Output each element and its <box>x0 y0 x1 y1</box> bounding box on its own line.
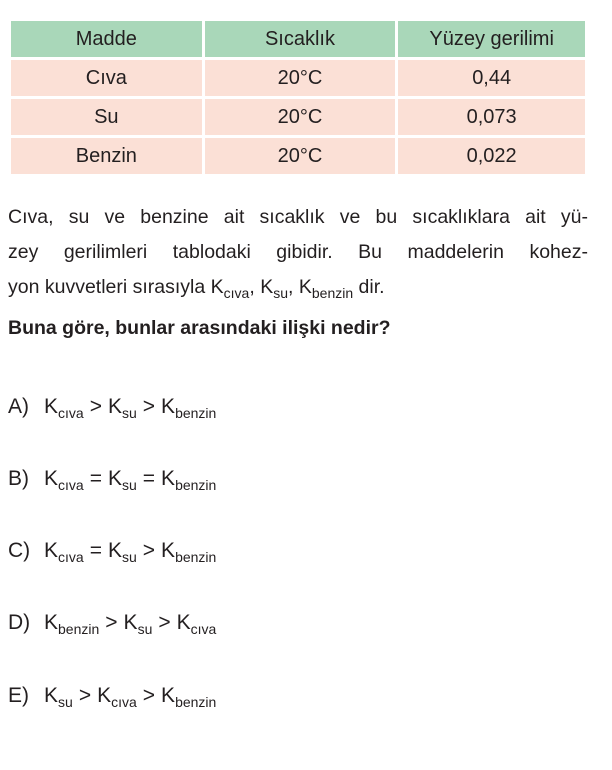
relation-sign: > <box>142 539 156 562</box>
question-text: Buna göre, bunlar arasındaki ilişki nedir? <box>8 317 391 339</box>
relation-sign: > <box>105 611 118 634</box>
relation-sign: = <box>142 467 156 490</box>
table-header-cell: Yüzey gerilimi <box>398 21 585 57</box>
k-subscript: cıva <box>58 549 84 565</box>
table-cell: Benzin <box>11 138 202 174</box>
stem-line: Cıva, su ve benzine ait sıcaklık ve bu sıcaklıklara ait yü- <box>8 206 588 228</box>
table-cell: 0,44 <box>398 60 585 96</box>
table-header-row <box>11 21 585 57</box>
k-symbol: K <box>44 539 59 562</box>
k-subscript: cıva <box>58 477 84 493</box>
k-subscript: su <box>121 477 137 493</box>
question-stem <box>8 200 588 305</box>
stem-text: dir. <box>353 276 385 298</box>
table-header-cell: Madde <box>11 21 202 57</box>
option-a[interactable] <box>8 393 216 421</box>
k-symbol: K <box>44 684 59 707</box>
data-table <box>8 18 588 177</box>
table-header-cell: Sıcaklık <box>205 21 396 57</box>
relation-sign: > <box>78 684 92 707</box>
k-subscript: cıva <box>58 405 84 421</box>
table-row <box>11 99 585 135</box>
k-symbol: K <box>44 467 59 490</box>
k-subscript: cıva <box>223 285 250 301</box>
stem-text: yon kuvvetleri sırasıyla <box>8 276 211 298</box>
k-subscript: benzin <box>58 621 100 637</box>
k-subscript: su <box>58 694 73 710</box>
k-symbol: K <box>298 276 312 298</box>
stem-line <box>8 270 588 305</box>
k-subscript: benzin <box>311 285 354 301</box>
k-subscript: benzin <box>175 549 217 565</box>
k-symbol: K <box>161 395 176 418</box>
relation-sign: = <box>89 467 102 490</box>
option-e[interactable] <box>8 682 216 710</box>
table-row <box>11 138 585 174</box>
k-subscript: su <box>273 285 289 301</box>
k-symbol: K <box>161 684 176 707</box>
relation-sign: > <box>142 684 156 707</box>
k-symbol: K <box>107 467 122 490</box>
option-b[interactable] <box>8 465 216 493</box>
k-subscript: cıva <box>111 694 137 710</box>
k-subscript: benzin <box>175 405 217 421</box>
table-cell: 20°C <box>205 138 396 174</box>
relation-sign: > <box>89 395 102 418</box>
k-symbol: K <box>107 539 122 562</box>
k-subscript: cıva <box>190 621 217 637</box>
option-letter: A) <box>8 395 29 418</box>
k-symbol: K <box>44 395 59 418</box>
comma: , <box>249 276 261 298</box>
option-letter: B) <box>8 467 29 490</box>
option-letter: E) <box>8 684 29 707</box>
stem-line: zey gerilimleri tablodaki gibidir. Bu maddelerin kohez- <box>8 241 588 263</box>
k-symbol: K <box>161 539 176 562</box>
table-cell: 0,022 <box>398 138 585 174</box>
k-symbol: K <box>44 611 59 634</box>
relation-sign: = <box>89 539 102 562</box>
table-cell: 20°C <box>205 60 396 96</box>
relation-sign: > <box>158 611 171 634</box>
k-symbol: K <box>210 276 224 298</box>
k-subscript: benzin <box>175 694 217 710</box>
k-symbol: K <box>260 276 274 298</box>
k-subscript: benzin <box>175 477 217 493</box>
comma: , <box>288 276 299 298</box>
k-subscript: su <box>121 405 137 421</box>
table-cell: 0,073 <box>398 99 585 135</box>
option-c[interactable] <box>8 537 216 565</box>
k-subscript: su <box>137 621 153 637</box>
option-letter: D) <box>8 611 31 634</box>
table-cell: Cıva <box>11 60 202 96</box>
k-subscript: su <box>121 549 137 565</box>
table-row <box>11 60 585 96</box>
k-symbol: K <box>161 467 176 490</box>
option-letter: C) <box>8 539 31 562</box>
option-d[interactable] <box>8 609 216 637</box>
k-symbol: K <box>107 395 122 418</box>
table-cell: Su <box>11 99 202 135</box>
k-symbol: K <box>97 684 112 707</box>
k-symbol: K <box>176 611 191 634</box>
k-symbol: K <box>123 611 138 634</box>
relation-sign: > <box>142 395 156 418</box>
table-cell: 20°C <box>205 99 396 135</box>
